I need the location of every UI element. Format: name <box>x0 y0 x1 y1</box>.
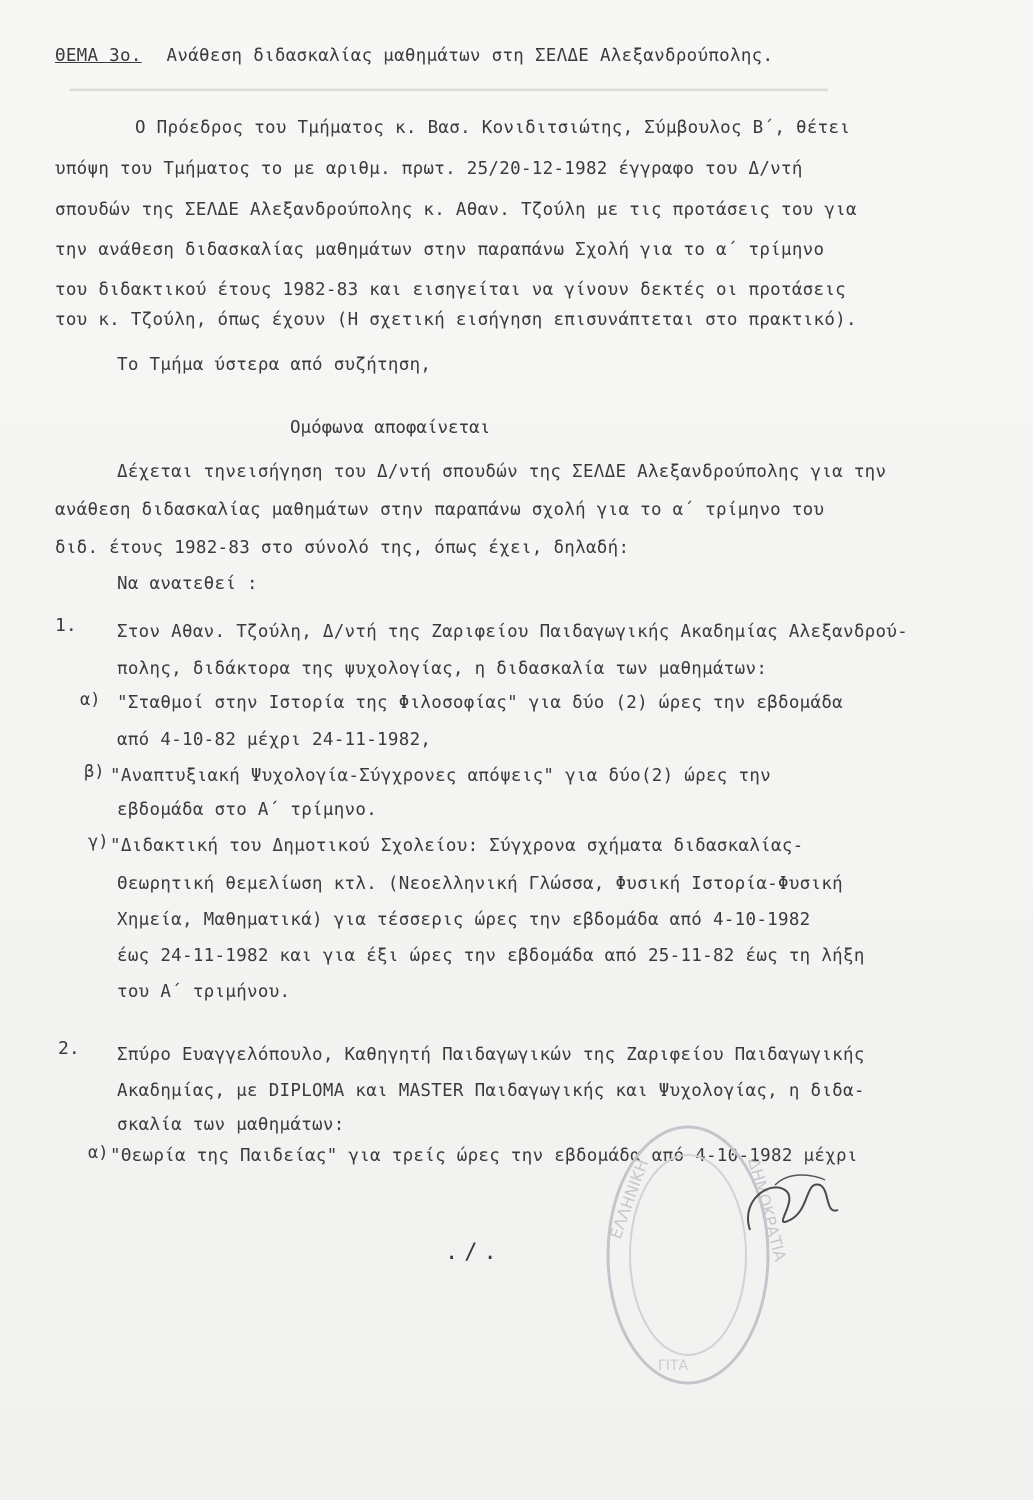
topic-title: Ανάθεση διδασκαλίας μαθημάτων στη ΣΕΛΔΕ Αλεξανδρούπολης. <box>166 46 774 66</box>
show-through-text: ▁▁▁▁▁▁▁▁▁▁▁▁▁▁▁▁▁▁▁▁▁▁▁▁▁▁▁▁▁▁▁▁▁▁▁▁▁▁▁▁▁▁▁▁▁▁▁▁▁▁▁▁▁▁▁▁▁▁▁▁▁▁▁▁▁▁▁▁▁▁▁▁▁▁ <box>70 72 828 92</box>
decision-line-2: ανάθεση διδασκαλίας μαθημάτων στην παραπάνω σχολή για το α΄ τρίμηνο του <box>55 500 825 520</box>
svg-text:ΔΗΜΟΚΡΑΤΙΑ: ΔΗΜΟΚΡΑΤΙΑ <box>744 1156 790 1264</box>
item-2-line-2: Ακαδημίας, με DIPLOMA και MASTER Παιδαγωγικής και Ψυχολογίας, η διδα- <box>117 1081 865 1101</box>
item-1-line-1: Στον Αθαν. Τζούλη, Δ/ντή της Ζαριφείου Παιδαγωγικής Ακαδημίας Αλεξανδρού- <box>117 622 909 642</box>
item-2-number: 2. <box>58 1038 80 1059</box>
item-1c-line-5: του Α΄ τριμήνου. <box>117 982 291 1002</box>
topic-label: ΘΕΜΑ 3ο. <box>55 46 142 66</box>
intro-line-6: του κ. Τζούλη, όπως έχουν (Η σχετική εισήγηση επισυνάπτεται στο πρακτικό). <box>55 310 857 330</box>
item-1a-line-2: από 4-10-82 μέχρι 24-11-1982, <box>117 730 432 750</box>
svg-text:ΕΛΛΗΝΙΚΗ: ΕΛΛΗΝΙΚΗ <box>605 1156 653 1242</box>
item-2a-line-1: "Θεωρία της Παιδείας" για τρείς ώρες την εβδομάδα από 4-10-1982 μέχρι <box>110 1146 858 1166</box>
item-1-number: 1. <box>55 615 77 636</box>
item-2-line-3: σκαλία των μαθημάτων: <box>117 1115 345 1135</box>
item-1b-line-1: "Αναπτυξιακή Ψυχολογία-Σύγχρονες απόψεις" για δύο(2) ώρες την <box>110 766 771 786</box>
item-1c-line-3: Χημεία, Μαθηματικά) για τέσσερις ώρες την εβδομάδα από 4-10-1982 <box>117 910 811 930</box>
page-continuation-mark: ./. <box>445 1240 503 1265</box>
item-1c-line-2: Θεωρητική θεμελίωση κτλ. (Νεοελληνική Γλώσσα, Φυσική Ιστορία-Φυσική <box>117 874 844 894</box>
item-1c-line-1: "Διδακτική του Δημοτικού Σχολείου: Σύγχρονα σχήματα διδασκαλίας- <box>110 836 804 856</box>
item-1b-line-2: εβδομάδα στο Α΄ τρίμηνο. <box>117 800 378 820</box>
item-2-line-1: Σπύρο Ευαγγελόπουλο, Καθηγητή Παιδαγωγικών της Ζαριφείου Παιδαγωγικής <box>117 1045 865 1065</box>
after-discussion: Το Τμήμα ύστερα από συζήτηση, <box>117 355 432 375</box>
intro-line-2: υπόψη του Τμήματος το με αριθμ. πρωτ. 25/20-12-1982 έγγραφο του Δ/ντή <box>55 159 803 179</box>
decision-line-3: διδ. έτους 1982-83 στο σύνολό της, όπως έχει, δηλαδή: <box>55 538 630 558</box>
document-title <box>55 46 773 66</box>
intro-line-3: σπουδών της ΣΕΛΔΕ Αλεξανδρούπολης κ. Αθαν. Τζούλη με τις προτάσεις του για <box>55 200 857 220</box>
item-2a-marker: α) <box>88 1143 109 1163</box>
item-1a-line-1: "Σταθμοί στην Ιστορία της Φιλοσοφίας" για δύο (2) ώρες την εβδομάδα <box>117 693 844 713</box>
intro-line-4: την ανάθεση διδασκαλίας μαθημάτων στην παραπάνω Σχολή για το α΄ τρίμηνο <box>55 240 825 260</box>
intro-line-5: του διδακτικού έτους 1982-83 και εισηγείται να γίνουν δεκτές οι προτάσεις <box>55 280 847 300</box>
intro-line-1: Ο Πρόεδρος του Τμήματος κ. Βασ. Κονιδιτσιώτης, Σύμβουλος Β΄, θέτει <box>135 118 851 138</box>
item-1b-marker: β) <box>84 762 105 782</box>
svg-text:ΓΙΤΑ: ΓΙΤΑ <box>658 1358 689 1374</box>
decision-line-1: Δέχεται τηνεισήγηση του Δ/ντή σπουδών της ΣΕΛΔΕ Αλεξανδρούπολης για την <box>117 462 887 482</box>
decision-heading: Ομόφωνα αποφαίνεται <box>290 418 491 438</box>
item-1a-marker: α) <box>80 690 101 710</box>
item-1c-line-4: έως 24-11-1982 και για έξι ώρες την εβδομάδα από 25-11-82 έως τη λήξη <box>117 946 865 966</box>
item-1-line-2: πολης, διδάκτορα της ψυχολογίας, η διδασκαλία των μαθημάτων: <box>117 659 768 679</box>
item-1c-marker: γ) <box>88 832 109 852</box>
handwritten-signature <box>730 1160 850 1250</box>
assign-line: Να ανατεθεί : <box>117 574 258 594</box>
